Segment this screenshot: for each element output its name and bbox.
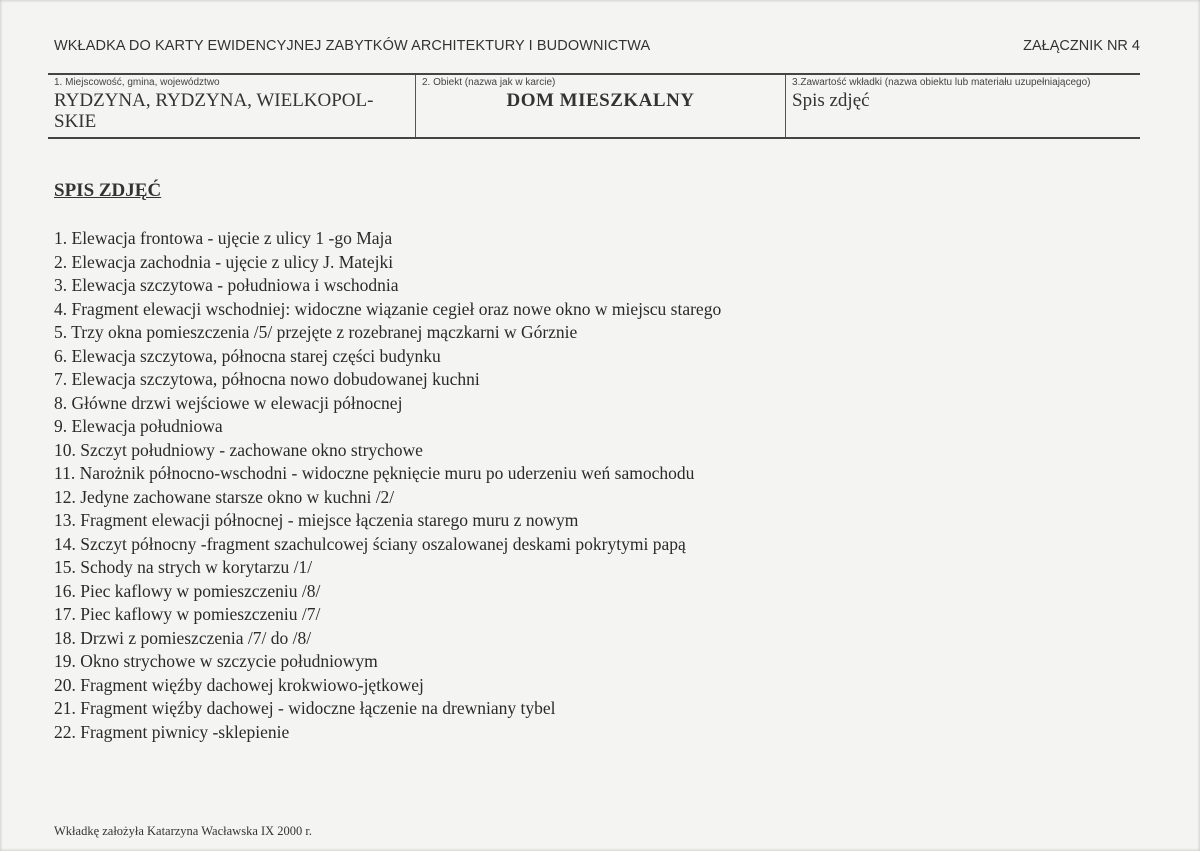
photo-list-item: 5. Trzy okna pomieszczenia /5/ przejęte z rozebranej mączkarni w Górznie — [54, 322, 578, 342]
photo-list-item: 6. Elewacja szczytowa, północna starej części budynku — [54, 345, 441, 366]
object-value: DOM MIESZKALNY — [506, 90, 695, 111]
content-cell — [786, 75, 1140, 137]
document-title: WKŁADKA DO KARTY EWIDENCYJNEJ ZABYTKÓW ARCHITEKTURY I BUDOWNICTWA — [54, 38, 651, 54]
photo-list — [54, 227, 721, 744]
photo-list-item: 18. Drzwi z pomieszczenia /7/ do /8/ — [54, 627, 312, 648]
photo-list-item: 4. Fragment elewacji wschodniej: widoczne wiązanie cegieł oraz nowe okno w miejscu starego — [54, 298, 722, 319]
photo-list-item: 16. Piec kaflowy w pomieszczeniu /8/ — [54, 580, 321, 601]
photo-list-item: 12. Jedyne zachowane starsze okno w kuchni /2/ — [54, 486, 395, 507]
photo-list-item: 3. Elewacja szczytowa - południowa i wschodnia — [54, 275, 399, 295]
section-title: SPIS ZDJĘĆ — [54, 180, 162, 201]
photo-list-item: 9. Elewacja południowa — [54, 416, 223, 436]
photo-list-item: 11. Narożnik północno-wschodni - widoczne pęknięcie muru po uderzeniu weń samochodu — [54, 463, 695, 483]
photo-list-item: 17. Piec kaflowy w pomieszczeniu /7/ — [54, 604, 321, 624]
photo-list-item: 8. Główne drzwi wejściowe w elewacji północnej — [54, 392, 403, 413]
photo-list-item: 22. Fragment piwnicy -sklepienie — [54, 721, 290, 742]
content-value: Spis zdjęć — [792, 90, 870, 111]
form-header-table — [48, 73, 1140, 139]
location-value-line2: SKIE — [54, 111, 97, 132]
photo-list-item: 2. Elewacja zachodnia - ujęcie z ulicy J. Matejki — [54, 251, 394, 272]
location-value-line1: RYDZYNA, RYDZYNA, WIELKOPOL- — [54, 90, 374, 111]
photo-list-item: 14. Szczyt północny -fragment szachulcowej ściany oszalowanej deskami pokrytymi papą — [54, 533, 686, 554]
photo-list-item: 21. Fragment więźby dachowej - widoczne łączenie na drewniany tybel — [54, 698, 556, 718]
annex-number: ZAŁĄCZNIK NR 4 — [1023, 38, 1140, 54]
photo-list-item: 13. Fragment elewacji północnej - miejsce łączenia starego muru z nowym — [54, 510, 579, 530]
object-cell — [416, 75, 786, 137]
photo-list-item: 20. Fragment więźby dachowej krokwiowo-jętkowej — [54, 674, 424, 695]
photo-list-item: 1. Elewacja frontowa - ujęcie z ulicy 1 -go Maja — [54, 228, 393, 248]
photo-list-item: 10. Szczyt południowy - zachowane okno strychowe — [54, 439, 423, 460]
photo-list-item: 19. Okno strychowe w szczycie południowym — [54, 651, 378, 671]
photo-list-item: 7. Elewacja szczytowa, północna nowo dobudowanej kuchni — [54, 369, 480, 389]
location-cell — [48, 75, 416, 137]
location-value — [54, 90, 409, 132]
content-label: 3.Zawartość wkładki (nazwa obiektu lub materiału uzupełniającego) — [792, 77, 1091, 88]
location-label: 1. Miejscowość, gmina, województwo — [54, 77, 220, 88]
footer-note: Wkładkę założyła Katarzyna Wacławska IX 2000 r. — [54, 824, 313, 838]
photo-list-item: 15. Schody na strych w korytarzu /1/ — [54, 557, 313, 577]
object-label: 2. Obiekt (nazwa jak w karcie) — [422, 77, 556, 88]
